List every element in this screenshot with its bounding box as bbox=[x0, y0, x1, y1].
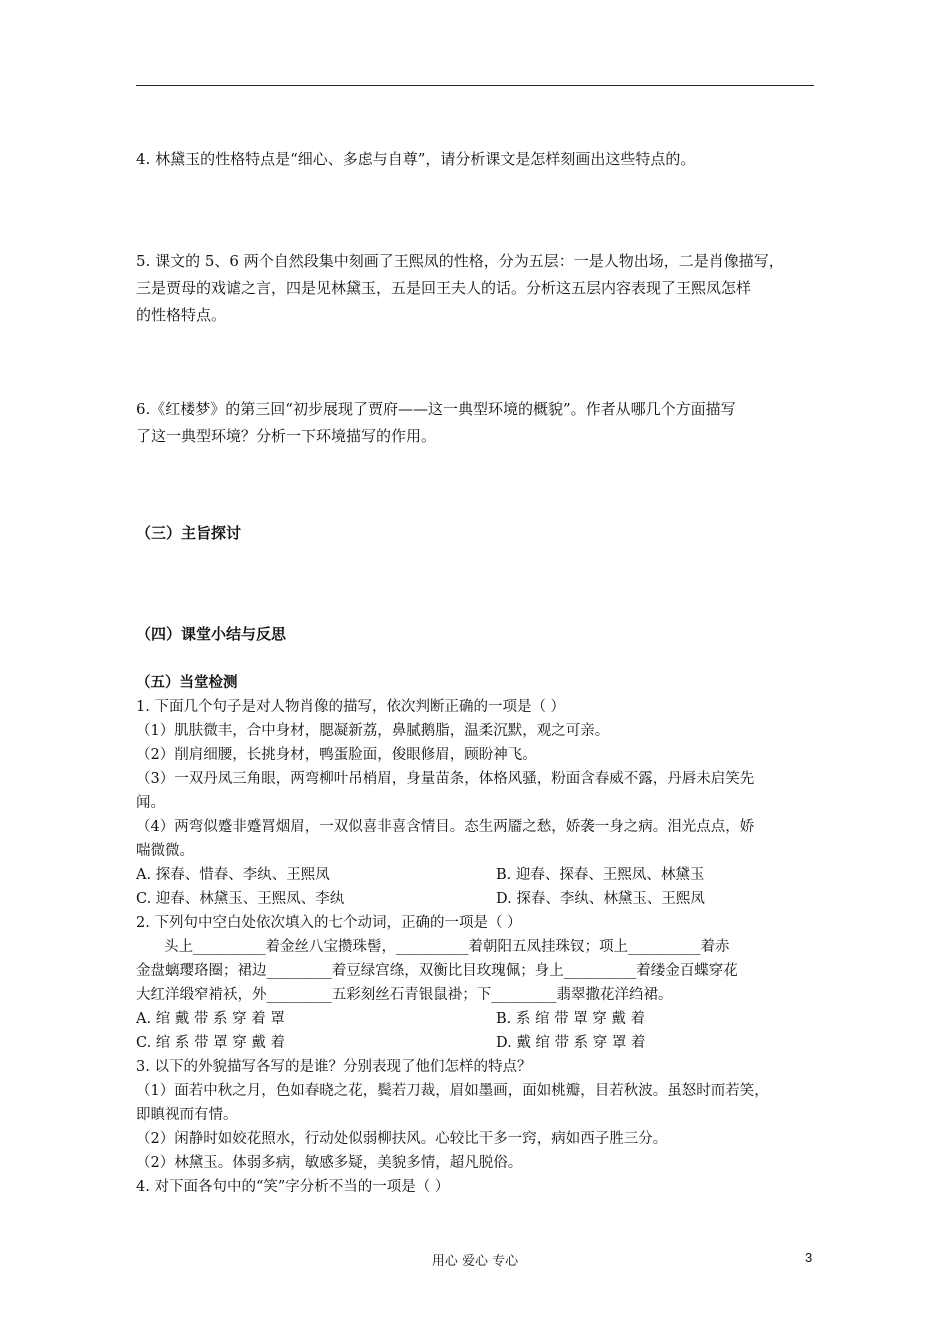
test-2-text: 头上__________着金丝八宝攒珠髻，__________着朝阳五凤挂珠钗；项上__________着赤 bbox=[164, 939, 730, 955]
test-2-stem: 2. 下列句中空白处依次填入的七个动词，正确的一项是（ ） bbox=[136, 915, 522, 931]
question-5-line: 5. 课文的 5、6 两个自然段集中刻画了王熙凤的性格，分为五层：一是人物出场，二是肖像描写， bbox=[136, 252, 784, 270]
test-1-item: （2）削肩细腰，长挑身材，鸭蛋脸面，俊眼修眉，顾盼神飞。 bbox=[136, 747, 537, 763]
test-2-options-row bbox=[136, 1007, 816, 1031]
test-2-option-a: A. 绾 戴 带 系 穿 着 罩 bbox=[136, 1011, 285, 1027]
test-1-option-d: D. 探春、李纨、林黛玉、王熙凤 bbox=[496, 891, 705, 907]
test-1-item: 闻。 bbox=[136, 795, 165, 811]
footer-motto: 用心 爱心 专心 bbox=[431, 1254, 519, 1269]
section-heading-4: （四）课堂小结与反思 bbox=[136, 625, 287, 643]
test-2-text: 金盘螭璎珞圈；裙边_________着豆绿宫绦，双衡比目玫瑰佩；身上__________着缕金百蝶穿花 bbox=[136, 963, 738, 979]
test-3-item: （2）林黛玉。体弱多病，敏感多疑，美貌多情，超凡脱俗。 bbox=[136, 1155, 523, 1171]
question-4 bbox=[136, 146, 816, 173]
test-2-option-b: B. 系 绾 带 罩 穿 戴 着 bbox=[496, 1011, 646, 1027]
test-4-stem: 4. 对下面各句中的“笑”字分析不当的一项是（ ） bbox=[136, 1179, 450, 1195]
header-rule bbox=[136, 85, 814, 86]
test-1-options-row bbox=[136, 863, 816, 887]
test-3-item: （2）闲静时如姣花照水，行动处似弱柳扶风。心较比干多一窍，病如西子胜三分。 bbox=[136, 1131, 668, 1147]
test-section bbox=[136, 671, 816, 1199]
test-2-option-c: C. 绾 系 带 罩 穿 戴 着 bbox=[136, 1035, 285, 1051]
question-5 bbox=[136, 248, 816, 329]
test-1-option-b: B. 迎春、探春、王熙凤、林黛玉 bbox=[496, 867, 705, 883]
question-5-line: 的性格特点。 bbox=[136, 306, 227, 324]
test-3-item: 即瞋视而有情。 bbox=[136, 1107, 238, 1123]
test-2-text: 大红洋缎窄褃袄，外_________五彩刻丝石青银鼠褂；下_________翡翠撒花洋绉裙。 bbox=[136, 987, 673, 1003]
test-1-item: （4）两弯似蹙非蹙罥烟眉，一双似喜非喜含情目。态生两靥之愁，娇袭一身之病。泪光点点，娇 bbox=[136, 819, 755, 835]
section-heading-5: （五）当堂检测 bbox=[136, 674, 238, 691]
test-1-item: 喘微微。 bbox=[136, 843, 194, 859]
section-heading-3: （三）主旨探讨 bbox=[136, 524, 242, 542]
question-6-line: 了这一典型环境？分析一下环境描写的作用。 bbox=[136, 427, 437, 445]
question-4-text: 4. 林黛玉的性格特点是“细心、多虑与自尊”，请分析课文是怎样刻画出这些特点的。 bbox=[136, 150, 696, 168]
test-2-options-row bbox=[136, 1031, 816, 1055]
test-1-stem: 1. 下面几个句子是对人物肖像的描写，依次判断正确的一项是（ ） bbox=[136, 699, 566, 715]
test-1-item: （3）一双丹凤三角眼，两弯柳叶吊梢眉，身量苗条，体格风骚，粉面含春威不露，丹唇未启笑先 bbox=[136, 771, 755, 787]
test-1-option-a: A. 探春、惜春、李纨、王熙凤 bbox=[136, 867, 330, 883]
question-6-line: 6.《红楼梦》的第三回“初步展现了贾府——这一典型环境的概貌”。作者从哪几个方面描写 bbox=[136, 400, 736, 418]
test-2-option-d: D. 戴 绾 带 系 穿 罩 着 bbox=[496, 1035, 646, 1051]
test-1-item: （1）肌肤微丰，合中身材，腮凝新荔，鼻腻鹅脂，温柔沉默，观之可亲。 bbox=[136, 723, 610, 739]
page-number: 3 bbox=[805, 1250, 813, 1265]
question-5-line: 三是贾母的戏谑之言，四是见林黛玉，五是回王夫人的话。分析这五层内容表现了王熙凤怎样 bbox=[136, 279, 752, 297]
test-3-stem: 3. 以下的外貌描写各写的是谁？分别表现了他们怎样的特点？ bbox=[136, 1059, 532, 1075]
test-1-options-row bbox=[136, 887, 816, 911]
test-3-item: （1）面若中秋之月，色如春晓之花，鬓若刀裁，眉如墨画，面如桃瓣，目若秋波。虽怒时而若笑， bbox=[136, 1083, 769, 1099]
question-6 bbox=[136, 396, 816, 450]
test-1-option-c: C. 迎春、林黛玉、王熙凤、李纨 bbox=[136, 891, 345, 907]
